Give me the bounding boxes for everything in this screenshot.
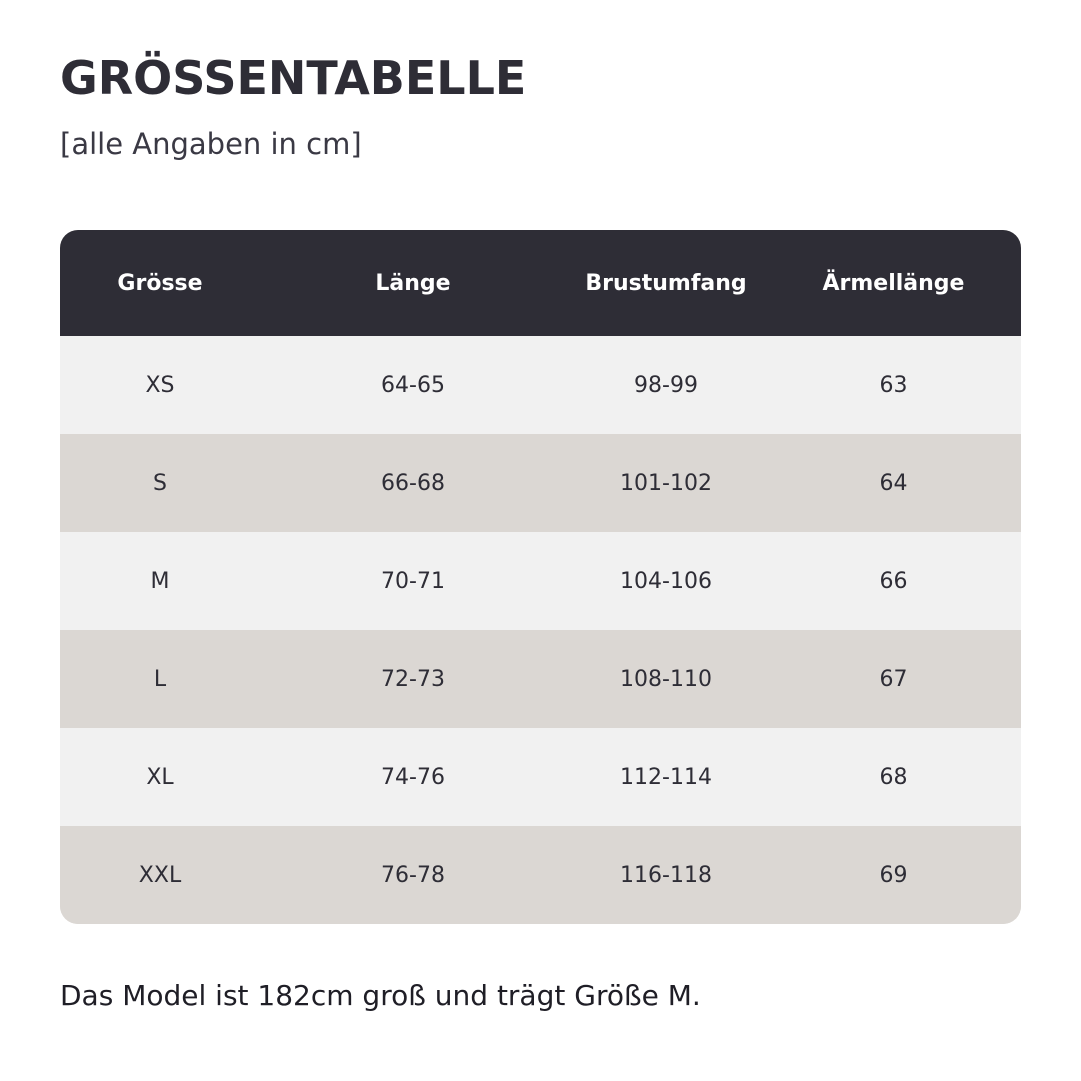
size-table (60, 230, 1021, 924)
chest-cell: 104-106 (620, 568, 712, 594)
sleeve-cell: 66 (879, 568, 908, 594)
length-cell: 70-71 (381, 568, 445, 594)
chest-cell: 112-114 (620, 764, 712, 790)
sleeve-cell: 69 (879, 862, 908, 888)
model-size-note: Das Model ist 182cm groß und trägt Größe M. (60, 979, 701, 1012)
column-header-size: Grösse (117, 270, 203, 296)
table-header-row (60, 230, 1021, 336)
column-header-length: Länge (375, 270, 451, 296)
sleeve-cell: 64 (879, 470, 908, 496)
chest-cell: 98-99 (634, 372, 698, 398)
chest-cell: 108-110 (620, 666, 712, 692)
table-row (60, 532, 1021, 630)
chest-cell: 116-118 (620, 862, 712, 888)
size-cell: XL (146, 764, 174, 790)
table-row (60, 630, 1021, 728)
page-subtitle: [alle Angaben in cm] (60, 127, 362, 161)
sleeve-cell: 68 (879, 764, 908, 790)
column-header-sleeve: Ärmellänge (822, 270, 965, 296)
sleeve-cell: 67 (879, 666, 908, 692)
size-cell: M (150, 568, 170, 594)
table-row (60, 336, 1021, 434)
sleeve-cell: 63 (879, 372, 908, 398)
length-cell: 64-65 (381, 372, 445, 398)
size-cell: L (153, 666, 167, 692)
size-cell: XXL (138, 862, 182, 888)
table-row (60, 728, 1021, 826)
table-row (60, 434, 1021, 532)
column-header-chest: Brustumfang (585, 270, 747, 296)
chest-cell: 101-102 (620, 470, 712, 496)
length-cell: 66-68 (381, 470, 445, 496)
length-cell: 74-76 (381, 764, 445, 790)
size-cell: XS (145, 372, 175, 398)
length-cell: 76-78 (381, 862, 445, 888)
page-title: GRÖSSENTABELLE (60, 51, 527, 105)
length-cell: 72-73 (381, 666, 445, 692)
table-row (60, 826, 1021, 924)
size-cell: S (153, 470, 167, 496)
